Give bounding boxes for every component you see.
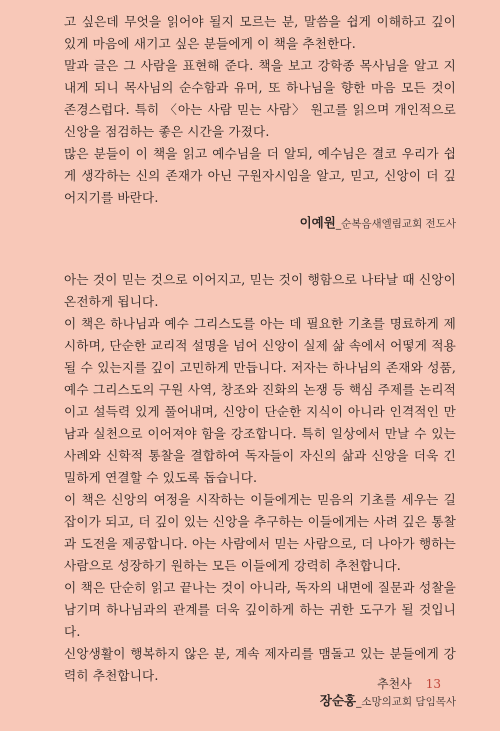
- endorsement-2-paragraph: 이 책은 신앙의 여정을 시작하는 이들에게는 믿음의 기초를 세우는 길잡이가 되고, 더 깊이 있는 신앙을 추구하는 이들에게는 사려 깊은 통찰과 도전을 제공합니다. 아는 사람에서 믿는 사람으로, 더 나아가 행하는 사람으로 성장하기 원하는 모든 이들에게 강력히 추천합니다.: [64, 492, 456, 573]
- endorser-role: _순복음새엘림교회 전도사: [335, 218, 456, 230]
- endorsement-1-signature: [64, 213, 456, 234]
- endorsement-1-paragraph: 말과 글은 그 사람을 표현해 준다. 책을 보고 강학종 목사님을 알고 지내게 되니 목사님의 순수함과 유머, 또 하나님을 향한 마음 모든 것이 존경스럽다. 특히 〈아는 사람 믿는 사람〉 원고를 읽으며 개인적으로 신앙을 점검하는 좋은 시간을 가졌다.: [64, 58, 456, 139]
- endorsement-1: [64, 11, 456, 234]
- endorsement-2: [64, 269, 456, 712]
- endorsement-2-paragraph: 이 책은 하나님과 예수 그리스도를 아는 데 필요한 기초를 명료하게 제시하며, 단순한 교리적 설명을 넘어 신앙이 실제 삶 속에서 어떻게 적용될 수 있는지를 깊이 고민하게 만듭니다. 저자는 하나님의 존재와 성품, 예수 그리스도의 구원 사역, 창조와 진화의 논쟁 등 핵심 주제를 논리적이고 설득력 있게 풀어내며, 신앙이 단순한 지식이 아니라 인격적인 만남과 실천으로 이어져야 함을 강조합니다. 특히 일상에서 만날 수 있는 사례와 신학적 통찰을 결합하여 독자들이 자신의 삶과 신앙을 더욱 긴밀하게 연결할 수 있도록 돕습니다.: [64, 316, 456, 485]
- running-section-title: 추천사: [376, 677, 412, 691]
- endorsement-1-paragraph: 고 싶은데 무엇을 읽어야 될지 모르는 분, 말씀을 쉽게 이해하고 깊이 있게 마음에 새기고 싶은 분들에게 이 책을 추천한다.: [64, 14, 456, 51]
- endorser-role: _소망의교회 담임목사: [356, 696, 456, 708]
- endorsement-2-signature: [64, 691, 456, 712]
- endorsement-2-paragraph: 아는 것이 믿는 것으로 이어지고, 믿는 것이 행함으로 나타날 때 신앙이 온전하게 됩니다.: [64, 272, 456, 309]
- endorser-name: 이예원: [299, 215, 336, 230]
- page-footer: [377, 675, 441, 692]
- endorsement-2-paragraph: 신앙생활이 행복하지 않은 분, 계속 제자리를 맴돌고 있는 분들에게 강력히 추천합니다.: [64, 646, 456, 683]
- page-number: 13: [425, 677, 441, 691]
- endorsement-1-paragraph: 많은 분들이 이 책을 읽고 예수님을 더 알되, 예수님은 결코 우리가 쉽게 생각하는 신의 존재가 아닌 구원자시임을 알고, 믿고, 신앙이 더 깊어지기를 바란다.: [64, 146, 456, 205]
- endorser-name: 장순홍: [319, 693, 357, 708]
- endorsement-2-paragraph: 이 책은 단순히 읽고 끝나는 것이 아니라, 독자의 내면에 질문과 성찰을 남기며 하나님과의 관계를 더욱 깊이하게 하는 귀한 도구가 될 것입니다.: [64, 580, 456, 639]
